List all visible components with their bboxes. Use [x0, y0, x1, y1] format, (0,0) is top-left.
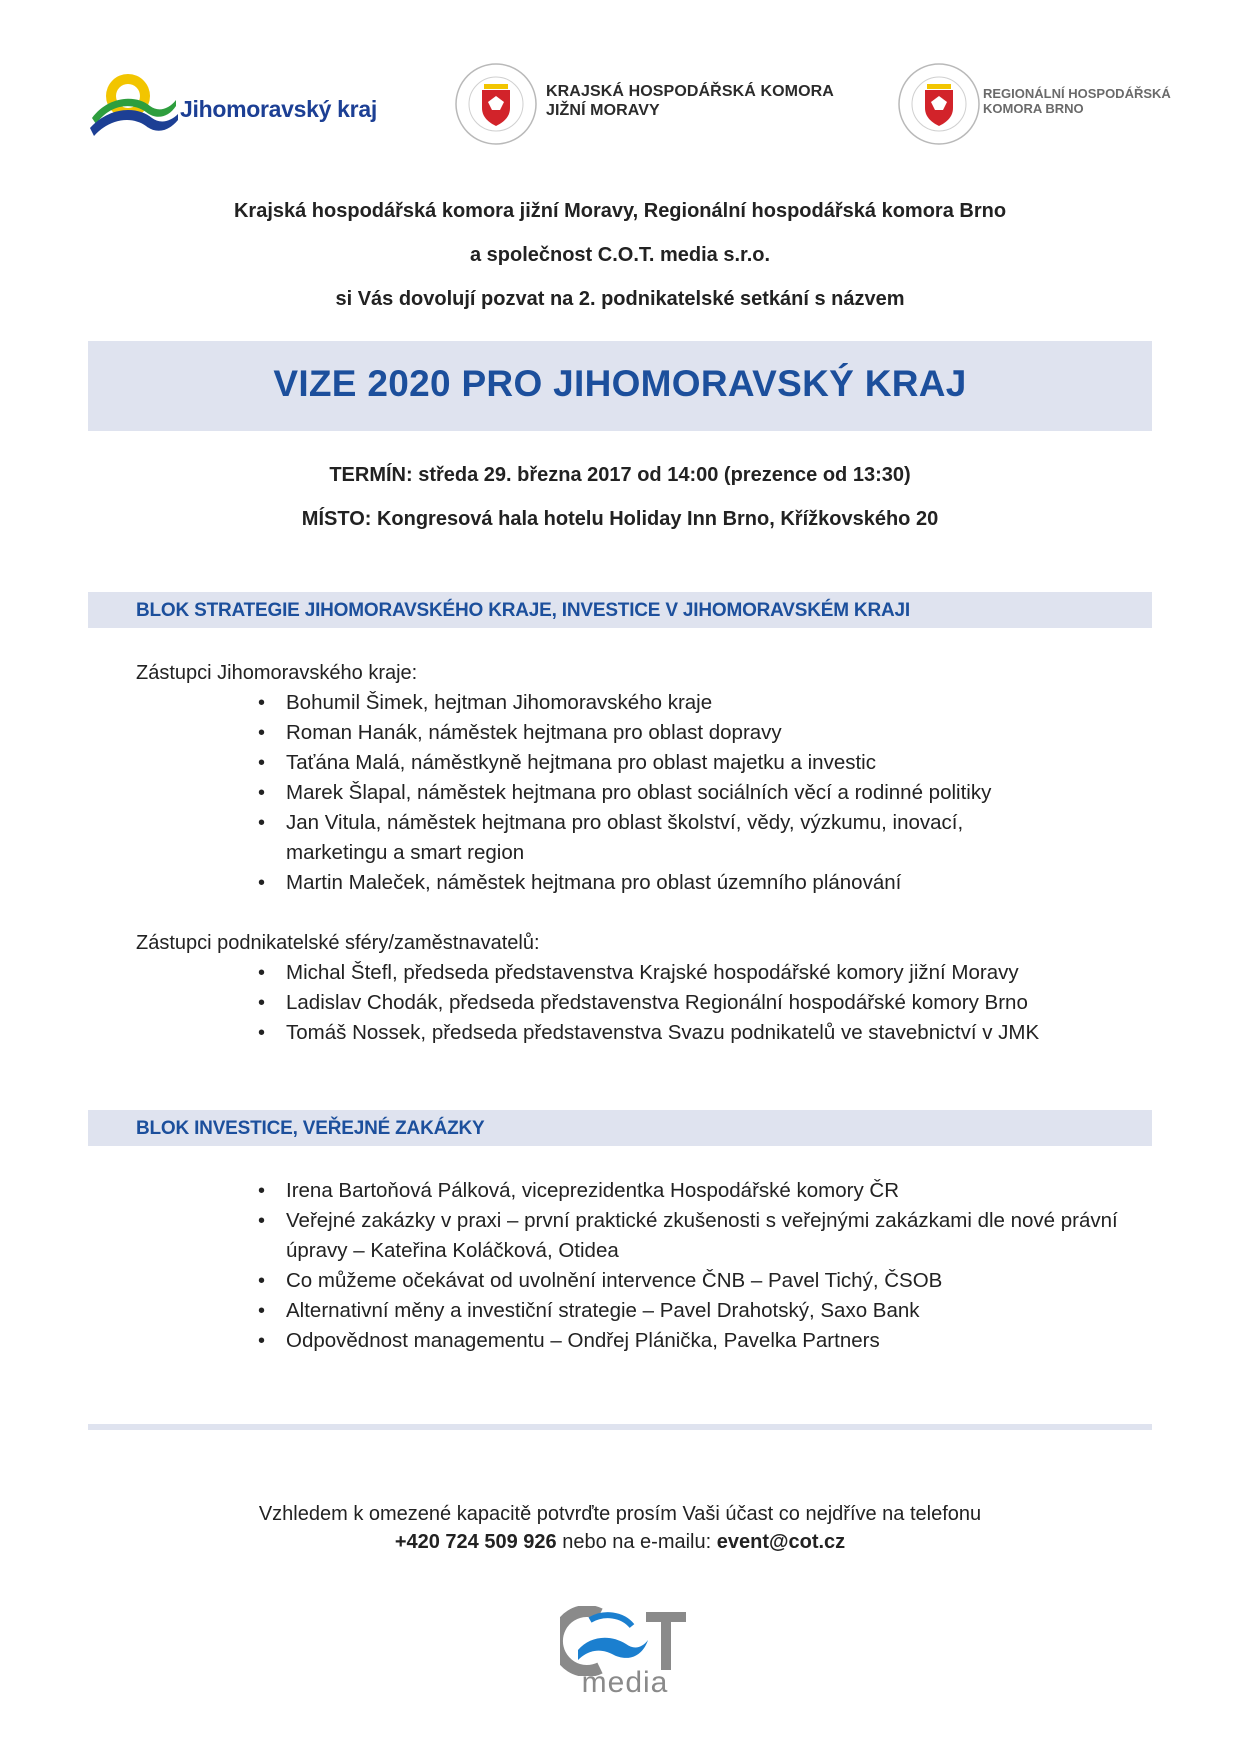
title-band	[88, 341, 1152, 431]
rhk-line1: REGIONÁLNÍ HOSPODÁŘSKÁ	[983, 86, 1171, 101]
jmk-logo-text: Jihomoravský kraj	[180, 96, 377, 122]
list-item: • Marek Šlapal, náměstek hejtmana pro oblast sociálních věcí a rodinné politiky	[258, 778, 1138, 808]
list-item: • Tomáš Nossek, předseda představenstva Svazu podnikatelů ve stavebnictví v JMK	[258, 1018, 1138, 1048]
list-item: • Roman Hanák, náměstek hejtmana pro oblast dopravy	[258, 718, 1138, 748]
cot-media-logo	[560, 1606, 690, 1702]
intro-line-1: Krajská hospodářská komora jižní Moravy, Regionální hospodářská komora Brno	[233, 200, 1007, 222]
block1-title: BLOK STRATEGIE JIHOMORAVSKÉHO KRAJE, INVESTICE V JIHOMORAVSKÉM KRAJI	[136, 600, 910, 621]
list-item: • Veřejné zakázky v praxi – první praktické zkušenosti s veřejnými zakázkami dle nové právní úpravy – Kateřina Koláčková, Otidea	[258, 1206, 1126, 1266]
group2-label: Zástupci podnikatelské sféry/zaměstnavatelů:	[136, 932, 540, 954]
khk-line1: KRAJSKÁ HOSPODÁŘSKÁ KOMORA	[546, 83, 834, 100]
rhk-line2: KOMORA BRNO	[983, 101, 1084, 116]
event-venue: MÍSTO: Kongresová hala hotelu Holiday Inn Brno, Křížkovského 20	[301, 508, 939, 530]
list-item: • Irena Bartoňová Pálková, viceprezidentka Hospodářské komory ČR	[258, 1176, 1138, 1206]
khk-line2: JIŽNÍ MORAVY	[546, 102, 660, 119]
block2-title: BLOK INVESTICE, VEŘEJNÉ ZAKÁZKY	[136, 1118, 485, 1139]
list-item: • Michal Štefl, předseda představenstva Krajské hospodářské komory jižní Moravy	[258, 958, 1138, 988]
footer-line-2	[88, 1528, 1152, 1556]
khk-logo-text	[546, 82, 834, 120]
intro-line-2: a společnost C.O.T. media s.r.o.	[469, 244, 771, 266]
rhk-logo	[895, 60, 1185, 150]
chamber-seal-icon	[895, 60, 983, 148]
rhk-logo-text	[983, 86, 1171, 116]
khk-logo	[452, 60, 852, 150]
cot-media-text: media	[581, 1666, 669, 1699]
chamber-seal-icon	[452, 60, 540, 148]
contact-email[interactable]: event@cot.cz	[716, 1531, 846, 1553]
block1-header	[88, 592, 1152, 628]
list-item: • Taťána Malá, náměstkyně hejtmana pro oblast majetku a investic	[258, 748, 1138, 778]
group1-list	[258, 688, 1138, 898]
list-item: • Ladislav Chodák, předseda představenstva Regionální hospodářské komory Brno	[258, 988, 1138, 1018]
block2-header	[88, 1110, 1152, 1146]
list-item: • Odpovědnost managementu – Ondřej Plánička, Pavelka Partners	[258, 1326, 1138, 1356]
event-title: VIZE 2020 PRO JIHOMORAVSKÝ KRAJ	[273, 363, 967, 404]
group2-list	[258, 958, 1138, 1048]
list-item: • Jan Vitula, náměstek hejtmana pro oblast školství, vědy, výzkumu, inovací, marketingu a smart region	[258, 808, 986, 868]
footer-line-1: Vzhledem k omezené kapacitě potvrďte prosím Vaši účast co nejdříve na telefonu	[258, 1503, 982, 1525]
group1-label: Zástupci Jihomoravského kraje:	[136, 662, 418, 684]
footer-connector: nebo na e-mailu:	[556, 1531, 717, 1553]
list-item: • Co můžeme očekávat od uvolnění intervence ČNB – Pavel Tichý, ČSOB	[258, 1266, 1138, 1296]
list-item: • Martin Maleček, náměstek hejtmana pro oblast územního plánování	[258, 868, 1138, 898]
jmk-sun-wave-icon	[88, 66, 180, 138]
list-item: • Bohumil Šimek, hejtman Jihomoravského kraje	[258, 688, 1138, 718]
contact-phone[interactable]: +420 724 509 926	[394, 1531, 557, 1553]
list-item: • Alternativní měny a investiční strategie – Pavel Drahotský, Saxo Bank	[258, 1296, 1138, 1326]
intro-line-3: si Vás dovolují pozvat na 2. podnikatelské setkání s názvem	[335, 288, 905, 310]
event-date: TERMÍN: středa 29. března 2017 od 14:00 (prezence od 13:30)	[329, 464, 911, 486]
divider	[88, 1424, 1152, 1430]
jmk-logo	[88, 66, 408, 146]
block2-list	[258, 1176, 1138, 1356]
